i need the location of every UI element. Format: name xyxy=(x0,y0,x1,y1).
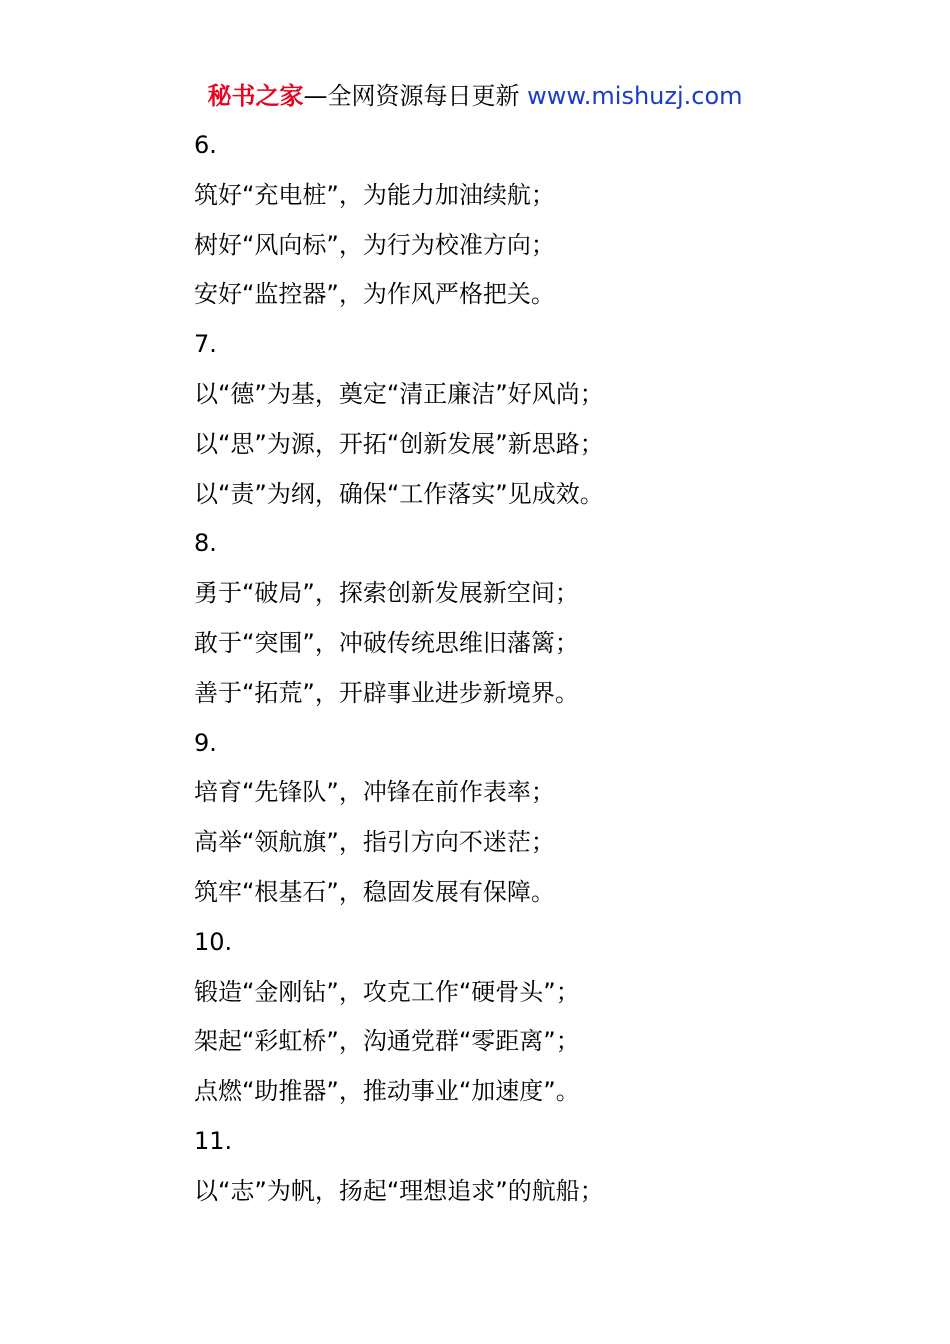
item-number: 7. xyxy=(194,330,217,359)
text-line: 安好“监控器”，为作风严格把关。 xyxy=(194,280,555,309)
text-line: 培育“先锋队”，冲锋在前作表率； xyxy=(194,778,555,807)
brand-name: 秘书之家 xyxy=(207,82,304,110)
text-line: 以“思”为源，开拓“创新发展”新思路； xyxy=(194,429,604,458)
text-line: 以“志”为帆，扬起“理想追求”的航船； xyxy=(194,1176,604,1205)
item-number: 8. xyxy=(194,529,217,558)
item-number: 11. xyxy=(194,1126,233,1155)
header-tagline: —全网资源每日更新 xyxy=(303,82,528,110)
text-line: 架起“彩虹桥”，沟通党群“零距离”； xyxy=(194,1027,580,1056)
text-line: 勇于“破局”，探索创新发展新空间； xyxy=(194,579,579,608)
website-link[interactable]: www.mishuzj.com xyxy=(527,82,743,110)
text-line: 高举“领航旗”，指引方向不迷茫； xyxy=(194,828,555,857)
text-line: 敢于“突围”，冲破传统思维旧藩篱； xyxy=(194,628,579,657)
page-header xyxy=(0,80,950,112)
text-line: 筑好“充电桩”，为能力加油续航； xyxy=(194,180,555,209)
item-number: 10. xyxy=(194,927,233,956)
text-line: 以“德”为基，奠定“清正廉洁”好风尚； xyxy=(194,379,604,408)
item-number: 9. xyxy=(194,728,217,757)
text-line: 树好“风向标”，为行为校准方向； xyxy=(194,230,555,259)
text-line: 筑牢“根基石”，稳固发展有保障。 xyxy=(194,877,555,906)
item-number: 6. xyxy=(194,131,217,159)
text-line: 点燃“助推器”，推动事业“加速度”。 xyxy=(194,1077,580,1106)
text-line: 锻造“金刚钻”，攻克工作“硬骨头”； xyxy=(194,977,580,1006)
text-line: 以“责”为纲，确保“工作落实”见成效。 xyxy=(194,479,604,508)
document-body xyxy=(194,121,894,1217)
text-line: 善于“拓荒”，开辟事业进步新境界。 xyxy=(194,678,579,707)
